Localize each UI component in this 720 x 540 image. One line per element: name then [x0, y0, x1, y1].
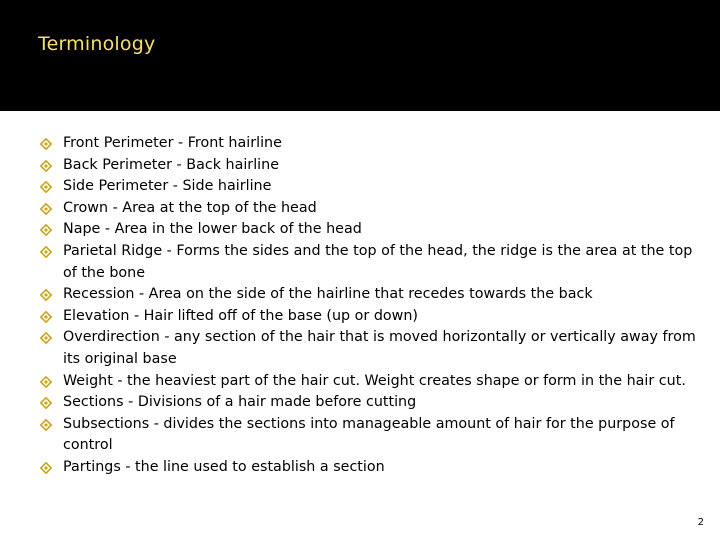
bullet-item: [40, 155, 700, 177]
bullet-text: Overdirection - any section of the hair that is moved horizontally or vertically away from its original base: [63, 329, 696, 367]
bullet-text: Weight - the heaviest part of the hair cut. Weight creates shape or form in the hair cut.: [63, 372, 686, 389]
bullet-text: Subsections - divides the sections into manageable amount of hair for the purpose of control: [63, 415, 675, 454]
diamond-bullet-icon: [40, 160, 52, 172]
diamond-bullet-icon: [40, 462, 52, 474]
title-bar: [0, 0, 720, 111]
bullet-text: Crown - Area at the top of the head: [63, 199, 317, 216]
bullet-item: [40, 414, 700, 457]
bullet-text: Side Perimeter - Side hairline: [63, 178, 272, 195]
bullet-item: [40, 457, 700, 479]
bullet-text: Parietal Ridge - Forms the sides and the top of the head, the ridge is the area at the top of the bone: [63, 242, 693, 281]
diamond-bullet-icon: [40, 138, 52, 150]
bullet-item: [40, 176, 700, 198]
bullet-text: Front Perimeter - Front hairline: [63, 135, 282, 151]
page-number: 2: [697, 517, 704, 528]
bullet-item: [40, 219, 700, 241]
bullet-item: [40, 327, 700, 370]
bullet-text: Sections - Divisions of a hair made before cutting: [63, 394, 417, 411]
diamond-bullet-icon: [40, 203, 52, 215]
diamond-bullet-icon: [40, 246, 52, 258]
slide-title: Terminology: [38, 33, 156, 55]
diamond-bullet-icon: [40, 332, 52, 344]
bullet-text: Recession - Area on the side of the hairline that recedes towards the back: [63, 286, 593, 303]
diamond-bullet-icon: [40, 311, 52, 323]
bullet-text: Nape - Area in the lower back of the head: [63, 221, 362, 238]
bullet-text: Elevation - Hair lifted off of the base (up or down): [63, 307, 418, 324]
diamond-bullet-icon: [40, 224, 52, 236]
diamond-bullet-icon: [40, 419, 52, 431]
bullet-item: [40, 392, 700, 414]
diamond-bullet-icon: [40, 397, 52, 409]
bullet-item: [40, 371, 700, 393]
bullet-text: Partings - the line used to establish a section: [63, 458, 385, 475]
bullet-item: [40, 198, 700, 220]
bullet-item: [40, 306, 700, 328]
bullet-text: Back Perimeter - Back hairline: [63, 156, 279, 173]
bullet-item: [40, 284, 700, 306]
diamond-bullet-icon: [40, 376, 52, 388]
diamond-bullet-icon: [40, 289, 52, 301]
bullet-list: [40, 133, 700, 479]
diamond-bullet-icon: [40, 181, 52, 193]
bullet-item: [40, 241, 700, 284]
bullet-item: [40, 133, 700, 155]
